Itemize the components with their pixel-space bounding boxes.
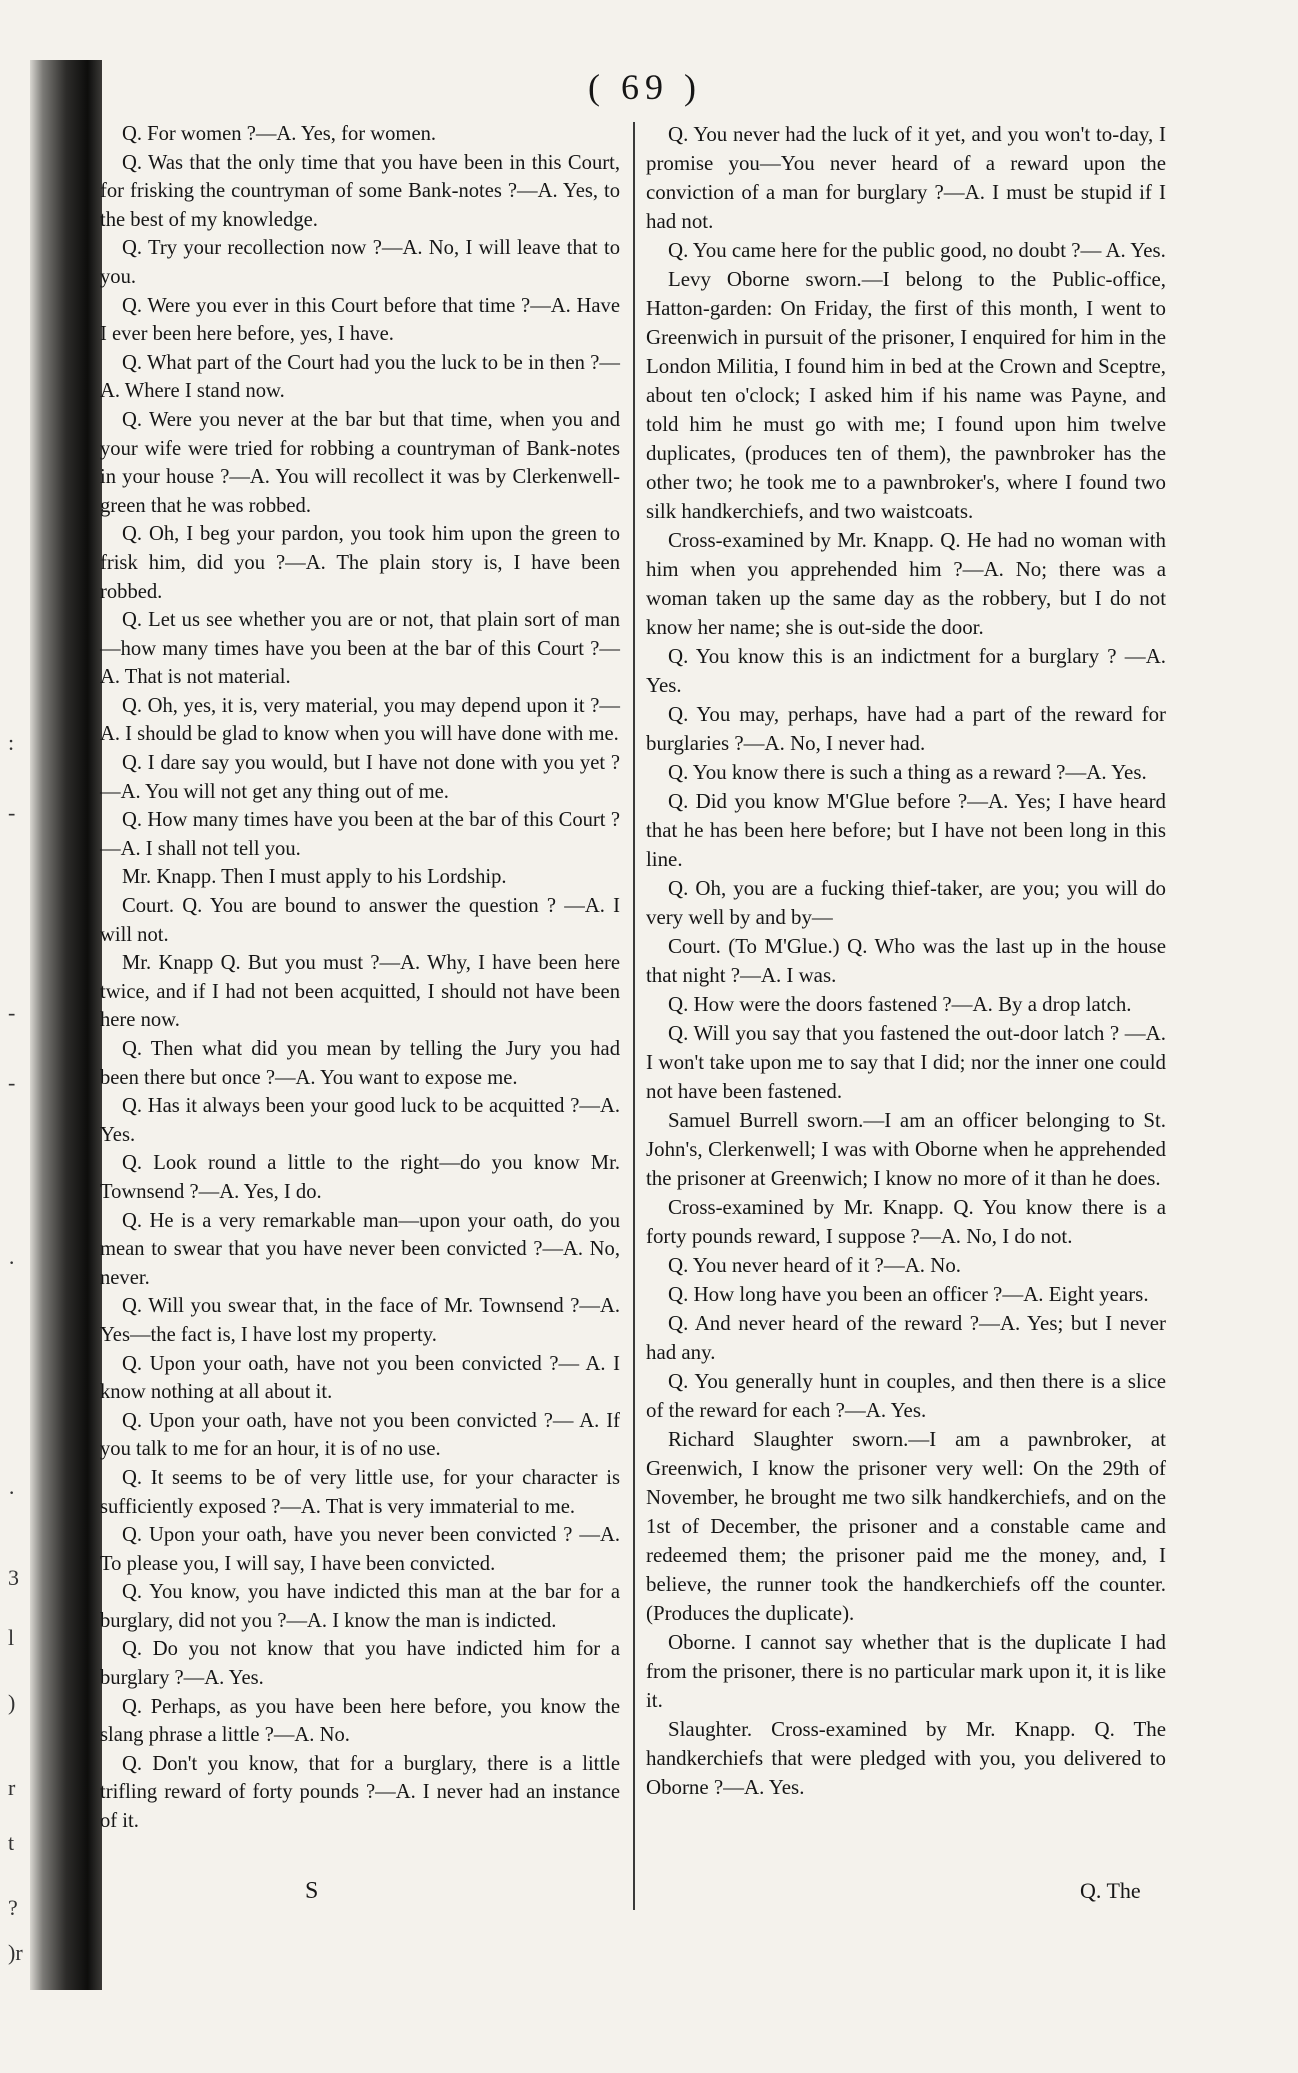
testimony-paragraph: Q. Try your recollection now ?—A. No, I will leave that to you. [100,237,620,288]
testimony-paragraph: Q. Do you not know that you have indicted him for a burglary ?—A. Yes. [100,1638,620,1690]
binding-gutter [30,60,102,1990]
testimony-paragraph: Q. Look round a little to the right—do you know Mr. Townsend ?—A. Yes, I do. [100,1152,620,1203]
testimony-paragraph: Court. Q. You are bound to answer the question ? —A. I will not. [100,895,620,946]
testimony-paragraph: Q. Upon your oath, have not you been convicted ?— A. If you talk to me for an hour, it is of no use. [100,1409,620,1461]
testimony-paragraph: Q. What part of the Court had you the luck to be in then ?—A. Where I stand now. [100,351,620,403]
testimony-paragraph: Q. How were the doors fastened ?—A. By a drop latch. [668,992,1132,1016]
testimony-paragraph: Levy Oborne sworn.—I belong to the Public-office, Hatton-garden: On Friday, the first of this month, I went to Greenwich in pursuit of the prisoner, I enquired for him in the London Militia, I found him in bed at the Crown and Sceptre, about ten o'clock; I asked him if his name was Payne, and told him he must go with me; I found upon him twelve duplicates, (produces ten of them), the pawnbroker has the other two; he took me to a pawnbroker's, where I found two silk handkerchiefs, and two waistcoats. [646,267,1166,523]
margin-char: 3 [8,1565,19,1590]
testimony-paragraph: Cross-examined by Mr. Knapp. Q. You know there is a forty pounds reward, I suppose ?—A. No, I do not. [646,1195,1166,1248]
testimony-paragraph: Q. You know there is such a thing as a reward ?—A. Yes. [668,760,1147,784]
testimony-paragraph: Q. Perhaps, as you have been here before, you know the slang phrase a little ?—A. No. [100,1695,620,1747]
margin-char: l [8,1625,15,1650]
margin-char: )r [8,1940,23,1965]
testimony-paragraph: Q. Has it always been your good luck to be acquitted ?—A. Yes. [100,1095,620,1146]
testimony-paragraph: Q. How many times have you been at the bar of this Court ?—A. I shall not tell you. [100,809,620,860]
testimony-paragraph: Q. Then what did you mean by telling the Jury you had been there but once ?—A. You want to expose me. [100,1038,620,1089]
testimony-paragraph: Oborne. I cannot say whether that is the duplicate I had from the prisoner, there is no particular mark upon it, it is like it. [646,1630,1166,1712]
margin-char: ) [8,1690,16,1715]
testimony-paragraph: Q. You came here for the public good, no doubt ?— A. Yes. [668,238,1166,262]
testimony-paragraph: Q. Did you know M'Glue before ?—A. Yes; I have heard that he has been here before; but I have not been long in this line. [646,789,1166,871]
testimony-paragraph: Court. (To M'Glue.) Q. Who was the last up in the house that night ?—A. I was. [646,934,1166,987]
testimony-paragraph: Q. How long have you been an officer ?—A. Eight years. [668,1282,1149,1306]
testimony-paragraph: Q. And never heard of the reward ?—A. Yes; but I never had any. [646,1311,1166,1364]
testimony-paragraph: Q. You know this is an indictment for a burglary ? —A. Yes. [646,644,1166,697]
testimony-paragraph: Mr. Knapp Q. But you must ?—A. Why, I have been here twice, and if I had not been acquitted, I should not have been here now. [100,952,620,1032]
testimony-paragraph: Q. Will you swear that, in the face of Mr. Townsend ?—A. Yes—the fact is, I have lost my property. [100,1295,620,1346]
margin-char: - [8,1070,16,1095]
testimony-paragraph: Q. Let us see whether you are or not, that plain sort of man—how many times have you been at the bar of this Court ?—A. That is not material. [100,609,620,689]
catchword: Q. The [1080,1878,1141,1903]
column-divider [633,122,635,1910]
margin-char: ? [8,1895,18,1920]
testimony-paragraph: Q. Upon your oath, have you never been convicted ? —A. To please you, I will say, I have been convicted. [100,1524,620,1575]
testimony-paragraph: Q. I dare say you would, but I have not done with you yet ?—A. You will not get any thing out of me. [100,752,620,803]
testimony-paragraph: Q. Oh, yes, it is, very material, you may depend upon it ?—A. I should be glad to know when you will have done with me. [100,694,620,746]
testimony-paragraph: Q. For women ?—A. Yes, for women. [122,123,437,145]
margin-char: · [8,1480,16,1505]
testimony-paragraph: Q. You may, perhaps, have had a part of the reward for burglaries ?—A. No, I never had. [646,702,1166,755]
testimony-paragraph: Cross-examined by Mr. Knapp. Q. He had no woman with him when you apprehended him ?—A. No; there was a woman taken up the same day as the robbery, but I do not know her name; she is out-side the door. [646,528,1166,639]
margin-char: t [8,1830,15,1855]
page-number: ( 69 ) [588,67,702,107]
testimony-paragraph: Q. Oh, you are a fucking thief-taker, are you; you will do very well by and by— [646,876,1166,929]
testimony-paragraph: Q. Oh, I beg your pardon, you took him upon the green to frisk him, did you ?—A. The plain story is, I have been robbed. [100,523,620,603]
margin-char: - [8,800,16,825]
testimony-paragraph: Q. Don't you know, that for a burglary, there is a little trifling reward of forty pounds ?—A. I never had an instance of it. [100,1752,620,1833]
testimony-paragraph: Mr. Knapp. Then I must apply to his Lordship. [122,866,507,889]
testimony-paragraph: Q. Was that the only time that you have been in this Court, for frisking the countryman of some Bank-notes ?—A. Yes, to the best of my knowledge. [100,151,620,231]
testimony-paragraph: Q. It seems to be of very little use, for your character is sufficiently exposed ?—A. That is very immaterial to me. [100,1466,620,1518]
testimony-paragraph: Slaughter. Cross-examined by Mr. Knapp. Q. The handkerchiefs that were pledged with you, you delivered to Oborne ?—A. Yes. [646,1717,1166,1799]
testimony-paragraph: Q. He is a very remarkable man—upon your oath, do you mean to swear that you have never been convicted ?—A. No, never. [100,1209,620,1289]
margin-char: · [8,1250,16,1275]
margin-char: : [8,730,15,755]
testimony-paragraph: Q. Will you say that you fastened the out-door latch ? —A. I won't take upon me to say that I did; nor the inner one could not have been fastened. [646,1021,1166,1103]
margin-characters [0,0,30,2073]
signature-mark: S [305,1878,319,1904]
testimony-paragraph: Q. Were you ever in this Court before that time ?—A. Have I ever been here before, yes, I have. [100,294,620,346]
margin-char: r [8,1775,16,1800]
testimony-paragraph: Samuel Burrell sworn.—I am an officer belonging to St. John's, Clerkenwell; I was with Oborne when he apprehended the prisoner at Greenwich; I know no more of it than he does. [646,1108,1166,1190]
left-column [100,120,620,1836]
testimony-paragraph: Q. You never heard of it ?—A. No. [668,1253,961,1277]
testimony-paragraph: Q. You never had the luck of it yet, and you won't to-day, I promise you—You never heard of a reward upon the conviction of a man for burglary ?—A. I must be stupid if I had not. [646,122,1166,233]
testimony-paragraph: Richard Slaughter sworn.—I am a pawnbroker, at Greenwich, I know the prisoner very well: On the 29th of November, he brought me two silk handkerchiefs, and on the 1st of December, the prisoner and a constable came and redeemed them; the prisoner paid me the money, and, I believe, the runner took the handkerchiefs off the counter. (Produces the duplicate). [646,1427,1166,1625]
right-column [646,120,1166,1802]
testimony-paragraph: Q. You generally hunt in couples, and then there is a slice of the reward for each ?—A. Yes. [646,1369,1166,1422]
testimony-paragraph: Q. Were you never at the bar but that time, when you and your wife were tried for robbing a countryman of Bank-notes in your house ?—A. You will recollect it was by Clerkenwell-green that he was robbed. [100,408,620,517]
testimony-paragraph: Q. Upon your oath, have not you been convicted ?— A. I know nothing at all about it. [100,1352,620,1404]
testimony-paragraph: Q. You know, you have indicted this man at the bar for a burglary, did not you ?—A. I know the man is indicted. [100,1581,620,1632]
margin-char: - [8,1000,16,1025]
